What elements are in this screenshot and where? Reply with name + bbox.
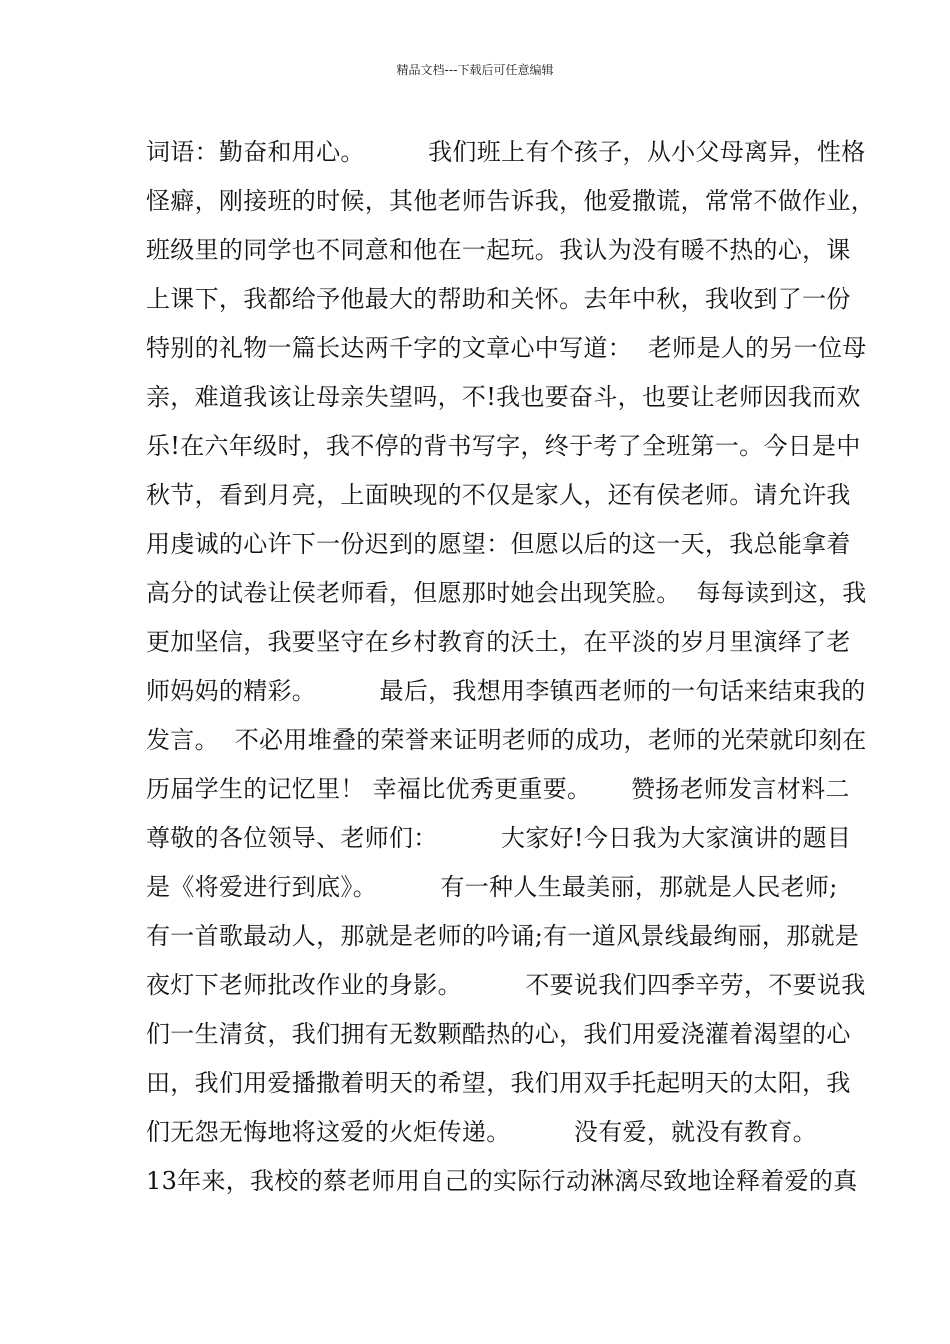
text-line: 乐!在六年级时，我不停的背书写字，终于考了全班第一。今日是中: [146, 432, 861, 460]
document-body: [146, 130, 875, 1208]
text-line: 有一首歌最动人，那就是老师的吟诵;有一道风景线最绚丽，那就是: [146, 922, 860, 950]
text-line: 怪癖，刚接班的时候，其他老师告诉我，他爱撒谎，常常不做作业，: [146, 187, 875, 215]
text-line: 尊敬的各位领导、老师们： 大家好!今日我为大家演讲的题目: [146, 824, 852, 852]
text-line: 历届学生的记忆里！ 幸福比优秀更重要。 赞扬老师发言材料二: [146, 775, 850, 803]
text-line: 高分的试卷让侯老师看，但愿那时她会出现笑脸。 每每读到这，我: [146, 579, 867, 607]
text-line: 亲，难道我该让母亲失望吗，不!我也要奋斗，也要让老师因我而欢: [146, 383, 861, 411]
text-line: 13年来，我校的蔡老师用自己的实际行动淋漓尽致地诠释着爱的真: [146, 1167, 858, 1195]
text-line: 上课下，我都给予他最大的帮助和关怀。去年中秋，我收到了一份: [146, 285, 851, 313]
text-line: 词语：勤奋和用心。 我们班上有个孩子，从小父母离异，性格: [146, 138, 866, 166]
text-line: 特别的礼物一篇长达两千字的文章心中写道： 老师是人的另一位母: [146, 334, 867, 362]
text-line: 是《将爱进行到底》。 有一种人生最美丽，那就是人民老师;: [146, 873, 838, 901]
text-line: 班级里的同学也不同意和他在一起玩。我认为没有暖不热的心，课: [146, 236, 851, 264]
text-line: 们一生清贫，我们拥有无数颗酷热的心，我们用爱浇灌着渴望的心: [146, 1020, 851, 1048]
text-line: 田，我们用爱播撒着明天的希望，我们用双手托起明天的太阳，我: [146, 1069, 851, 1097]
text-line: 秋节，看到月亮，上面映现的不仅是家人，还有侯老师。请允许我: [146, 481, 851, 509]
page-header: 精品文档---下载后可任意编辑: [396, 63, 554, 77]
text-line: 夜灯下老师批改作业的身影。 不要说我们四季辛劳，不要说我: [146, 971, 866, 999]
text-line: 师妈妈的精彩。 最后，我想用李镇西老师的一句话来结束我的: [146, 677, 866, 705]
text-line: 们无怨无悔地将这爱的火炬传递。 没有爱，就没有教育。: [146, 1118, 817, 1146]
text-line: 发言。 不必用堆叠的荣誉来证明老师的成功，老师的光荣就印刻在: [146, 726, 867, 754]
text-line: 用虔诚的心许下一份迟到的愿望：但愿以后的这一天，我总能拿着: [146, 530, 851, 558]
text-line: 更加坚信，我要坚守在乡村教育的沃土，在平淡的岁月里演绎了老: [146, 628, 851, 656]
